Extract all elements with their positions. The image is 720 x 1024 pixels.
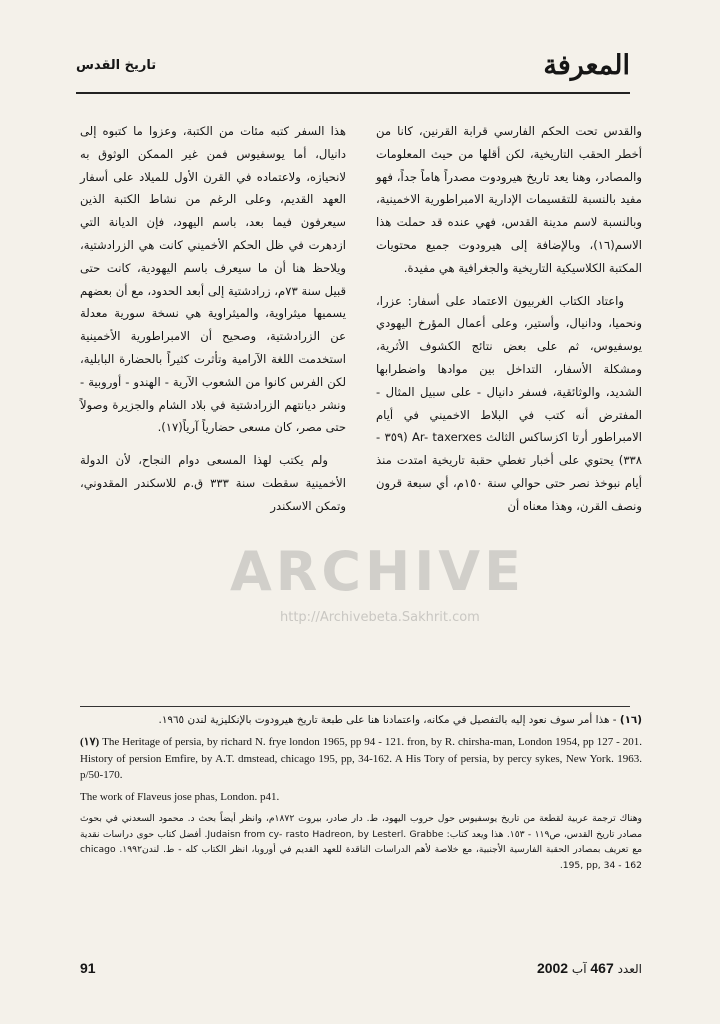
footnote-text: The Heritage of persia, by richard N. frye london 1965, pp 94 - 121. fron, by R. chirsha-man, London 1954, pp 127 - 201. History of persion Emfire, by A.T. dmstead, chicago 195, pp, 34-162. A His Tory of persia, by percy sykes, New York. 1963. p/50-170.	[80, 735, 643, 782]
footnote-number: (١٧)	[80, 735, 100, 748]
footnote-17-cont: The work of Flaveus jose phas, London. p41.	[80, 791, 280, 804]
footnote-17-arabic: وهناك ترجمة عربية لقطعة من تاريخ يوسفيوس حول حروب اليهود، ط. دار صادر، بيروت ١٨٧٢م، وانظر أيضاً بحث د. محمود السعدني في بحوث مصادر تاريخ القدس، ص١١٩ - ١٥٣. هذا ويعد كتاب: Judaisn from cy- rasto Hadreon, by Lesterl. Grabbe. أفضل كتاب حوى دراسات نقدية مع تعريف بمصادر الحقبة الفارسية الأجنبية، مع خلاصة لأهم الدراسات الناقدة للعهد القديم في أوروبا، انظر الكتاب كله - ط. لندن١٩٩٢. chicago 195, pp, 34 - 162.	[80, 812, 643, 871]
footnote-text: - هذا أمر سوف نعود إليه بالتفصيل في مكانه، واعتمادنا هنا على طبعة تاريخ هيرودوت بالإنكليزية لندن ١٩٦٥.	[158, 714, 617, 726]
issue-year: 2002	[536, 960, 569, 976]
footnotes	[80, 712, 642, 878]
right-column	[376, 120, 642, 528]
page-footer	[80, 960, 642, 984]
footnote-number: (١٦)	[619, 714, 642, 726]
page-header	[76, 44, 630, 84]
paragraph: والقدس تحت الحكم الفارسي قرابة القرنين، كانا من أخطر الحقب التاريخية، لكن أقلها من حيث المعلومات والمصادر، وهنا يعد تاريخ هيرودوت مصدراً هاماً جداً، فهو مفيد بالنسبة للتقسيمات الإدارية الامبراطورية الاخمينية، وبالنسبة لاسم مدينة القدس، فهي عنده قد حملت هذا الاسم(١٦)، وبالإضافة إلى هيرودوت جميع محتويات المكتبة الكلاسيكية التاريخية والجغرافية هي مفيدة.	[376, 124, 642, 275]
paragraph: هذا السفر كتبه مئات من الكتبة، وعزوا ما كتبوه إلى دانيال، أما يوسفيوس فمن غير الممكن الوثوق به لانحيازه، ولاعتماده في القرن الأول للميلاد على أسفار العهد القديم، وعلى الرغم من نشاط الكتبة الذين سيعرفون فيما بعد، باسم اليهود، فإن الديانة التي ازدهرت في ظل الحكم الأخميني كانت هي الزرادشتية، ويلاحظ هنا أن ما سيعرف باسم اليهودية، كانت حتى قبيل سنة ٧٣م، زرادشتية إلى أبعد الحدود، مع أن بعضهم يسميها ميثراوية، والميثراوية هي نسخة سورية معدلة عن الزرادشتية، وصحيح أن الامبراطورية الأخمينية استخدمت اللغة الآرامية وتأثرت كثيراً بالحضارة البابلية، لكن الفرس كانوا من الشعوب الآرية - الهندو - أوروبية - ونشر ديانتهم الزرادشتية في بلاد الشام والجزيرة وصولاً حتى مصر، كان مسعى حضارياً آرياً(١٧).	[80, 124, 346, 435]
issue-info	[537, 960, 642, 976]
magazine-logo: المعرفة	[543, 50, 630, 81]
issue-month: آب	[571, 962, 587, 976]
page-number: 91	[80, 960, 96, 976]
paragraph: ولم يكتب لهذا المسعى دوام النجاح، لأن الدولة الأخمينية سقطت سنة ٣٣٣ ق.م للاسكندر المقدوني، وتمكن الاسكندر	[80, 453, 346, 513]
footnote-16	[80, 712, 642, 729]
footnote-divider	[80, 706, 630, 707]
section-title: تاريخ القدس	[76, 58, 157, 73]
header-divider	[76, 92, 630, 94]
watermark-url: http://Archivebeta.Sakhrit.com	[280, 610, 480, 625]
archive-watermark: ARCHIVE	[230, 540, 525, 603]
left-column	[80, 120, 346, 528]
footnote-17	[80, 734, 642, 784]
issue-label: العدد	[617, 962, 642, 976]
issue-number: 467	[590, 960, 614, 976]
paragraph: واعتاد الكتاب الغربيون الاعتماد على أسفار: عزرا، ونحميا، ودانيال، وأستير، وعلى أعمال المؤرخ اليهودي يوسفيوس، ثم على بعض نتائج الكشوف الأثرية، ومشكلة الأسفار، التداخل بين موادها واضطرابها الشديد، والوثائقية، فسفر دانيال - على سبيل المثال - المفترض أنه كتب في البلاط الاخميني في أيام الامبراطور أرتا اكزساكس الثالث Ar- taxerxes (٣٥٩ - ٣٣٨) يحتوي على أخبار تغطي حقبة تاريخية امتدت منذ أيام نبوخذ نصر حتى حوالي سنة ١٥٠م، أي سبعة قرون ونصف القرن، وهذا معناه أن	[376, 293, 642, 513]
